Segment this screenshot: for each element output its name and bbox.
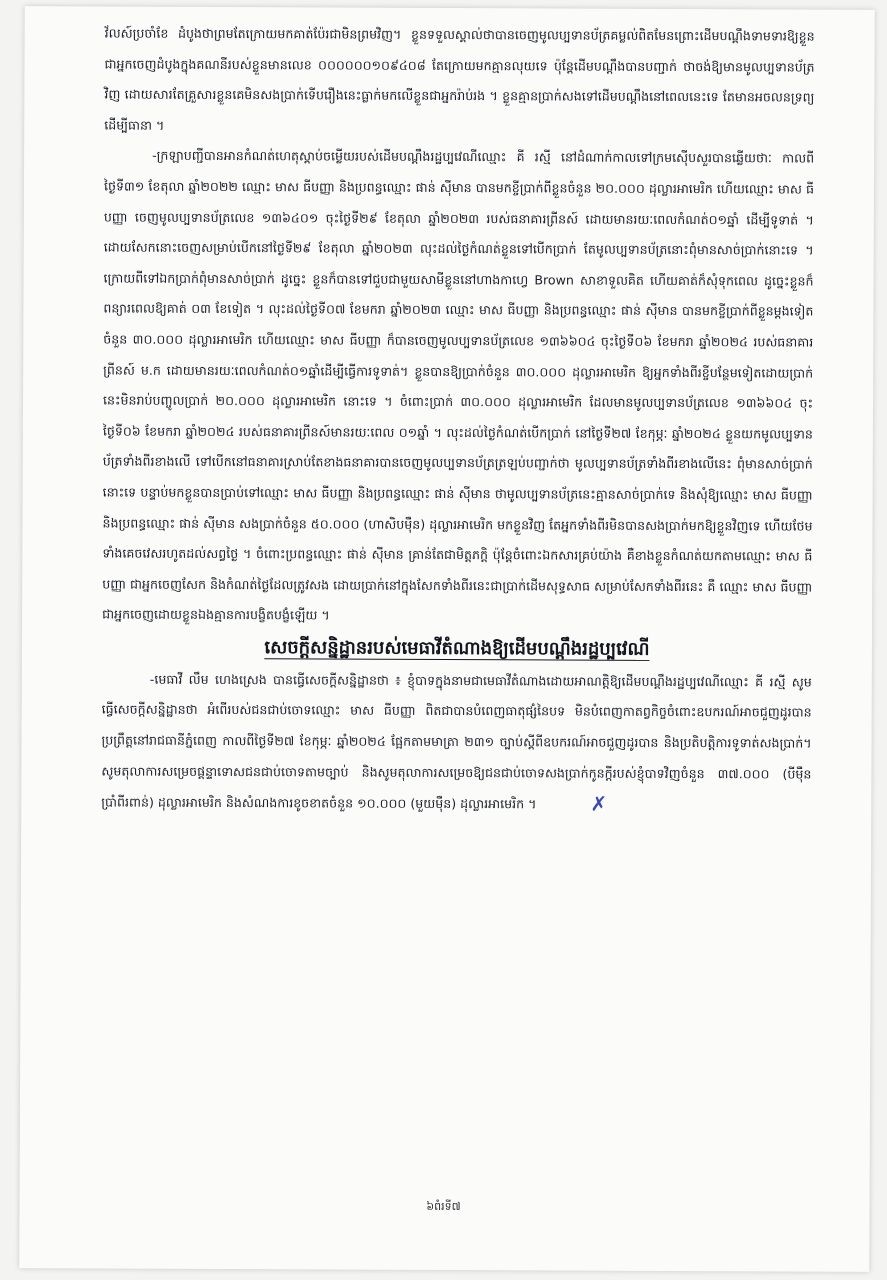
paragraph-plaintiff-testimony: -ក្រឡាបញ្ជីបានអានកំណត់ហេតុស្តាប់ចម្លើយរបស់ដើមបណ្តឹងរដ្ឋប្បវេណីឈ្មោះ គី រស្មី នៅដំណាក់កាលទៅក្រមស៊ើបសួរបានឆ្លើយថាៈ កាលពីថ្ងៃទី៣១ ខែតុលា ឆ្នាំ២០២២ ឈ្មោះ មាស ធីបញ្ញា និងប្រពន្ធឈ្មោះ ផាន់ ស៊ីមាន បានមកខ្ចីប្រាក់ពីខ្លួនចំនួន ២០.០០០ ដុល្លារអាមេរិក ហើយឈ្មោះ មាស ធីបញ្ញា ចេញមូលប្បទានប័ត្រលេខ ១៣៦៤០១ ចុះថ្ងៃទី២៩ ខែតុលា ឆ្នាំ២០២៣ របស់ធនាគារព្រីនស៍ ដោយមានរយៈពេលកំណត់០១ឆ្នាំ ដើម្បីទូទាត់ ។ ដោយសែកនោះចេញសម្រាប់បើកនៅថ្ងៃទី២៩ ខែតុលា ឆ្នាំ២០២៣ លុះដល់ថ្ងៃកំណត់ខ្លួនទៅបើកប្រាក់ តែមូលប្បទានប័ត្រនោះពុំមានសាច់ប្រាក់នោះទេ ។ ក្រោយពីទៅឯកប្រាក់ពុំមានសាច់ប្រាក់ ដូច្នេះ ខ្លួនក៏បានទៅជួបជាមួយសាមីខ្លួននៅហាងកាហ្វេ Brown សាខាទួលគិត ហើយគាត់ក៏សុំទុកពេល ដូច្នេះខ្លួនក៏ពន្យារពេលឱ្យគាត់ ០៣ ខែទៀត ។ លុះដល់ថ្ងៃទី០៧ ខែមករា ឆ្នាំ២០២៣ ឈ្មោះ មាស ធីបញ្ញា និងប្រពន្ធឈ្មោះ ផាន់ ស៊ីមាន បានមកខ្ចីប្រាក់ពីខ្លួនម្តងទៀតចំនួន ៣០.០០០ ដុល្លារអាមេរិក ហើយឈ្មោះ មាស ធីបញ្ញា ក៏បានចេញមូលប្បទានប័ត្រលេខ ១៣៦៦០៤ ចុះថ្ងៃទី០៦ ខែមករា ឆ្នាំ២០២៤ របស់ធនាគារ ព្រីនស៍ ម.ក ដោយមានរយៈពេលកំណត់០១ឆ្នាំដើម្បីធ្វើការទូទាត់។ ខ្លួនបានឱ្យប្រាក់ចំនួន ៣០.០០០ ដុល្លារអាមេរិក ឱ្យអ្នកទាំងពីរខ្ចីបន្ថែមទៀតដោយប្រាក់នេះមិនរាប់បញ្ចូលប្រាក់ ២០.០០០ ដុល្លារអាមេរិក នោះទេ ។ ចំពោះប្រាក់ ៣០.០០០ ដុល្លារអាមេរិក ដែលមានមូលប្បទានប័ត្រលេខ ១៣៦៦០៤ ចុះថ្ងៃទី០៦ ខែមករា ឆ្នាំ២០២៤ របស់ធនាគារព្រីនស៍មានរយៈពេល ០១ឆ្នាំ ។ លុះដល់ថ្ងៃកំណត់បើកប្រាក់ នៅថ្ងៃទី២៧ ខែកុម្ភៈ ឆ្នាំ២០២៤ ខ្លួនយកមូលប្បទានប័ត្រទាំងពីរខាងលើ ទៅបើកនៅធនាគារស្រាប់តែខាងធនាគារបានចេញមូលប្បទានប័ត្រត្រឡប់បញ្ជាក់ថា មូលប្បទានប័ត្រទាំងពីរខាងលើនេះ ពុំមានសាច់ប្រាក់នោះទេ បន្ទាប់មកខ្លួនបានប្រាប់ទៅឈ្មោះ មាស ធីបញ្ញា និងប្រពន្ធឈ្មោះ ផាន់ ស៊ីមាន ថាមូលប្បទានប័ត្រនេះគ្មានសាច់ប្រាក់ទេ និងសុំឱ្យឈ្មោះ មាស ធីបញ្ញា និងប្រពន្ធឈ្មោះ ផាន់ ស៊ីមាន សងប្រាក់ចំនួន ៥០.០០០ (ហាសិបម៉ឺន) ដុល្លារអាមេរិក មកខ្លួនវិញ តែអ្នកទាំងពីរមិនបានសងប្រាក់មកឱ្យខ្លួនវិញទេ ហើយថែមទាំងគេចវេសរហូតដល់សព្វថ្ងៃ ។ ចំពោះប្រពន្ធឈ្មោះ ផាន់ ស៊ីមាន គ្រាន់តែជាមិត្តភក្តិ ប៉ុន្តែចំពោះឯកសារគ្រប់យ៉ាង គឺខាងខ្លួនកំណត់យកតាមឈ្មោះ មាស ធីបញ្ញា ជាអ្នកចេញសែក និងកំណត់ថ្ងៃដែលត្រូវសង ដោយប្រាក់នៅក្នុងសែកទាំងពីរនេះជាប្រាក់ដើមសុទ្ធសាធ សម្រាប់សែកទាំងពីរនេះ គឺ ឈ្មោះ មាស ធីបញ្ញា ជាអ្នកចេញដោយខ្លួនឯងគ្មានការបង្ខិតបង្ខំឡើយ ។ bbox=[102, 148, 815, 623]
document-body bbox=[101, 19, 814, 822]
section-heading-lawyer-conclusion: សេចក្តីសន្និដ្ឋានរបស់មេធាវីតំណាងឱ្យដើមបណ្តឹងរដ្ឋប្បវេណី bbox=[264, 637, 650, 660]
paragraph-lawyer-conclusion bbox=[101, 664, 812, 821]
paragraph-lawyer-conclusion-text: -មេធាវី លឹម ហេងស្រេង បានធ្វើសេចក្តីសន្និដ្ឋានថា ៖ ខ្ញុំបាទក្នុងនាមជាមេធាវីតំណាងដោយអាណត្តិឱ្យដើមបណ្តឹងរដ្ឋប្បវេណីឈ្មោះ គី រស្មី សូមធ្វើសេចក្តីសន្និដ្ឋានថា អំពើរបស់ជនជាប់ចោទឈ្មោះ មាស ធីបញ្ញា ពិតជាបានបំពេញធាតុផ្សំនៃបទ មិនបំពេញកាតព្វកិច្ចចំពោះឧបករណ៍អាចជួញដូរបាន ប្រព្រឹត្តនៅរាជធានីភ្នំពេញ កាលពីថ្ងៃទី២៧ ខែកុម្ភៈ ឆ្នាំ២០២៤ ផ្អែកតាមមាត្រា ២៣១ ច្បាប់ស្តីពីឧបករណ៍អាចជួញដូរបាន និងប្រតិបត្តិការទូទាត់សងប្រាក់។ សូមតុលាការសម្រេចផ្តន្ទាទោសជនជាប់ចោទតាមច្បាប់ និងសូមតុលាការសម្រេចឱ្យជនជាប់ចោទសងប្រាក់កូនក្តីរបស់ខ្ញុំបាទវិញចំនួន ៣៧.០០០ (បីម៉ឺនប្រាំពីរពាន់) ដុល្លារអាមេរិក និងសំណងការខូចខាតចំនួន ១០.០០០ (មួយម៉ឺន) ដុល្លារអាមេរិក ។ bbox=[101, 671, 812, 812]
document-page bbox=[19, 6, 874, 1272]
paragraph-testimony-continuation: វ័លស៍ប្រចាំខែ ដំបូងថាព្រមតែក្រោយមកគាត់ប៉ែរជាមិនព្រមវិញ។ ខ្លួនទទួលស្គាល់ថាបានចេញមូលប្បទានប័ត្រគម្លល់ពិតមែនព្រោះដើមបណ្តឹងទាមទារឱ្យខ្លួនជាអ្នកចេញដំបូងក្នុងគណនីរបស់ខ្លួនមានលេខ ០០០០០០១០៩៤០៨ តែក្រោយមកគ្មានលុយទេ ប៉ុន្តែដើមបណ្តឹងបានបញ្ជាក់ ថាចង់ឱ្យមានមូលប្បទានប័ត្រវិញ ដោយសារតែគ្រួសារខ្លួនគេមិនសងប្រាក់ទើបរឿងនេះធ្លាក់មកលើខ្លួនជាអ្នករ៉ាប់រង ។ ខ្លួនគ្មានប្រាក់សងទៅដើមបណ្តឹងនៅពេលនេះទេ តែមានអចលនទ្រព្យដើម្បីធានា ។ bbox=[104, 25, 815, 133]
page-number: ៦ពំរទី៧ bbox=[426, 1200, 461, 1213]
ink-initial-mark-icon: ✗ bbox=[590, 791, 608, 816]
